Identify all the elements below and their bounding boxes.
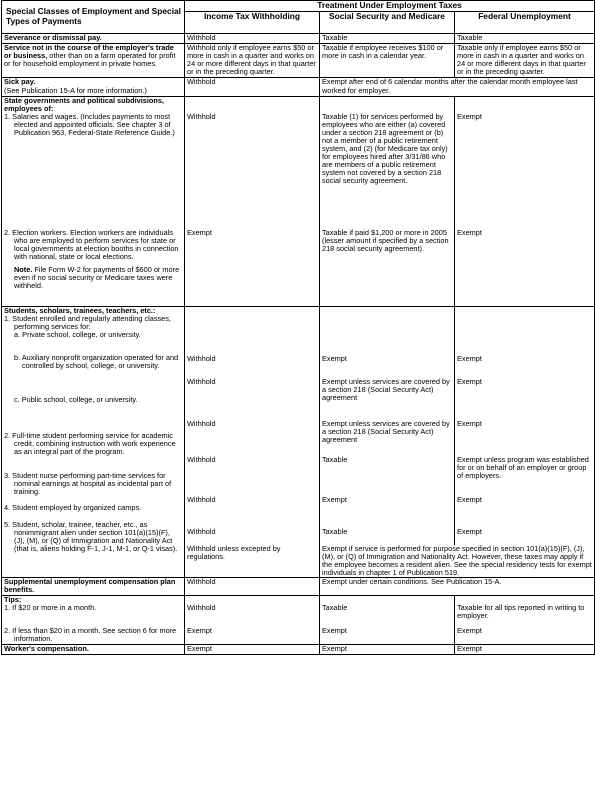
severance-futa: Taxable [455,34,595,44]
header-special-classes: Special Classes of Employment and Special Types of Payments [2,1,185,34]
tips-social-security [320,596,455,645]
tips-income-tax [185,596,320,645]
students-item2-futa: Exempt unless program was established for or on behalf of an employer or group of employers. [457,454,589,480]
sick-ss-futa: Exempt after end of 6 calendar months after the calendar month employee last worked for employer. [320,78,595,96]
students-item4-income-tax: Withhold [187,526,216,536]
students-c-social-security: Exempt unless services are covered by a section 218 (Social Security Act) agreement [322,418,450,444]
state-note [4,266,182,290]
students-item3-income-tax: Withhold [187,494,216,504]
students-income-tax [185,306,320,577]
header-social-security: Social Security and Medicare [320,12,455,34]
workers-comp-futa: Exempt [455,645,595,655]
students-item2: 2. Full-time student performing service for academic credit, combining instruction with work experience as an integral part of the program. [4,430,176,456]
supplemental-income-tax: Withhold [185,577,320,595]
severance-label: Severance or dismissal pay. [2,34,185,44]
students-b-income-tax: Withhold [187,376,216,386]
tips-futa [455,596,595,645]
students-c-futa: Exempt [457,418,482,428]
state-item2-futa: Exempt [457,227,482,237]
household-label-rest: other than on a farm operated for profit or for household employment in private homes. [4,51,176,69]
household-income-tax: Withhold only if employee earns $50 or more in cash in a quarter and works on 24 or more different days in that quarter or in the preceding quarter. [185,44,320,78]
students-b-futa: Exempt [457,376,482,386]
state-item2-social-security: Taxable if paid $1,200 or more in 2005 (lesser amount if specified by a section 218 social security agreement). [322,227,449,253]
row-household [2,44,595,78]
students-item3-futa: Exempt [457,494,482,504]
state-social-security [320,96,455,306]
state-item1-social-security: Taxable (1) for services performed by employees who are either (a) covered under a section 218 agreement or (b) not a member of a public retirement system, and (2) (for Medicare tax only) for employees hired after 3/31/86 who are members of a public retirement system not covered by a section 218 social security agreement. [322,111,448,186]
workers-comp-income-tax: Exempt [185,645,320,655]
students-item5: 5. Student, scholar, trainee, teacher, etc., as nonimmigrant alien under section 101(a)(15)(F), (J), (M), or (Q) of Immigration and Nationality Act (that is, aliens holding F-1, J-1, M-1, or Q-1 visas). [4,519,178,554]
household-label-bold: Service not in the course of the employer's trade or business, [4,43,174,61]
header-treatment-group: Treatment Under Employment Taxes [185,1,595,12]
severance-income-tax: Withhold [185,34,320,44]
header-income-tax: Income Tax Withholding [185,12,320,34]
tips-item1-futa: Taxable for all tips reported in writing to employer. [457,603,585,621]
students-a-social-security: Exempt [322,353,347,363]
students-ss-futa [320,306,595,577]
row-severance [2,34,595,44]
supplemental-ss-futa: Exempt under certain conditions. See Publication 15-A. [320,577,595,595]
tips-item2: 2. If less than $20 in a month. See section 6 for more information. [4,626,177,644]
tips-heading: Tips: [4,595,22,605]
state-heading: State governments and political subdivisions, employees of: [4,95,164,113]
students-a-futa: Exempt [457,353,482,363]
students-item4-social-security: Taxable [322,526,348,536]
household-label [2,44,185,78]
severance-social-security: Taxable [320,34,455,44]
state-note-rest: File Form W-2 for payments of $600 or more even if no social security or Medicare taxes were withheld. [14,265,180,291]
students-item2-income-tax: Withhold [187,454,216,464]
students-item1-a: a. Private school, college, or university. [14,329,141,339]
students-c-income-tax: Withhold [187,418,216,428]
tips-label [2,596,185,645]
students-item1-c: c. Public school, college, or university. [14,394,138,404]
students-b-social-security: Exempt unless services are covered by a section 218 (Social Security Act) agreement [322,376,450,402]
state-item2-income-tax: Exempt [187,227,212,237]
tips-item1-income-tax: Withhold [187,603,216,613]
household-social-security: Taxable if employee receives $100 or more in cash in a calendar year. [320,44,455,78]
tips-item1: 1. If $20 or more in a month. [4,603,97,613]
row-students [2,306,595,577]
students-item4-futa: Exempt [457,526,482,536]
workers-comp-label: Worker's compensation. [2,645,185,655]
supplemental-label: Supplemental unemployment compensation plan benefits. [2,577,185,595]
tips-item2-income-tax: Exempt [187,626,212,636]
state-note-bold: Note. [14,265,33,275]
row-supplemental [2,577,595,595]
employment-tax-table [1,0,595,655]
row-tips [2,596,595,645]
state-item1-income-tax: Withhold [187,111,216,121]
students-item4: 4. Student employed by organized camps. [4,502,142,512]
tips-item1-social-security: Taxable [322,603,348,613]
state-item2: 2. Election workers. Election workers are individuals who are employed to perform services for state or local governments at election booths in connection with national, state or local elections. [4,227,179,262]
sick-label-rest: (See Publication 15-A for more information.) [4,85,147,95]
tips-item2-social-security: Exempt [322,626,347,636]
sick-label-bold: Sick pay. [4,77,36,87]
students-heading: Students, scholars, trainees, teachers, etc.: [4,305,156,315]
row-state-governments [2,96,595,306]
students-item3: 3. Student nurse performing part-time services for nominal earnings at hospital as incidental part of training. [4,470,172,496]
state-label [2,96,185,306]
students-item2-social-security: Taxable [322,454,348,464]
household-futa: Taxable only if employee earns $50 or more in cash in a quarter and works on 24 or more different days in that quarter or in the preceding quarter. [455,44,595,78]
row-workers-comp [2,645,595,655]
row-sick-pay [2,78,595,96]
sick-label [2,78,185,96]
students-item3-social-security: Exempt [322,494,347,504]
students-label [2,306,185,577]
students-a-income-tax: Withhold [187,353,216,363]
students-item5-ss-futa: Exempt if service is performed for purpose specified in section 101(a)(15)(F), (J), (M), or (Q) of Immigration and Nationality Act. However, these taxes may apply if the employee becomes a resident alien. See the special residency tests for exempt individuals in chapter 1 of Publication 519. [322,543,592,577]
sick-income-tax: Withhold [185,78,320,96]
state-item1-futa: Exempt [457,111,482,121]
students-item1: 1. Student enrolled and regularly attending classes, performing services for: [4,313,171,331]
header-federal-unemployment: Federal Unemployment [455,12,595,34]
tips-item2-futa: Exempt [457,626,482,636]
header-row-group [2,1,595,12]
state-income-tax [185,96,320,306]
state-item1: 1. Salaries and wages. (Includes payments to most elected and appointed officials. See chapter 3 of Publication 963, Federal-State Reference Guide.) [4,111,175,138]
state-futa [455,96,595,306]
students-item1-b: b. Auxiliary nonprofit organization operated for and controlled by school, college, or university. [14,352,179,370]
students-item5-income-tax: Withhold unless excepted by regulations. [187,543,281,561]
workers-comp-social-security: Exempt [320,645,455,655]
